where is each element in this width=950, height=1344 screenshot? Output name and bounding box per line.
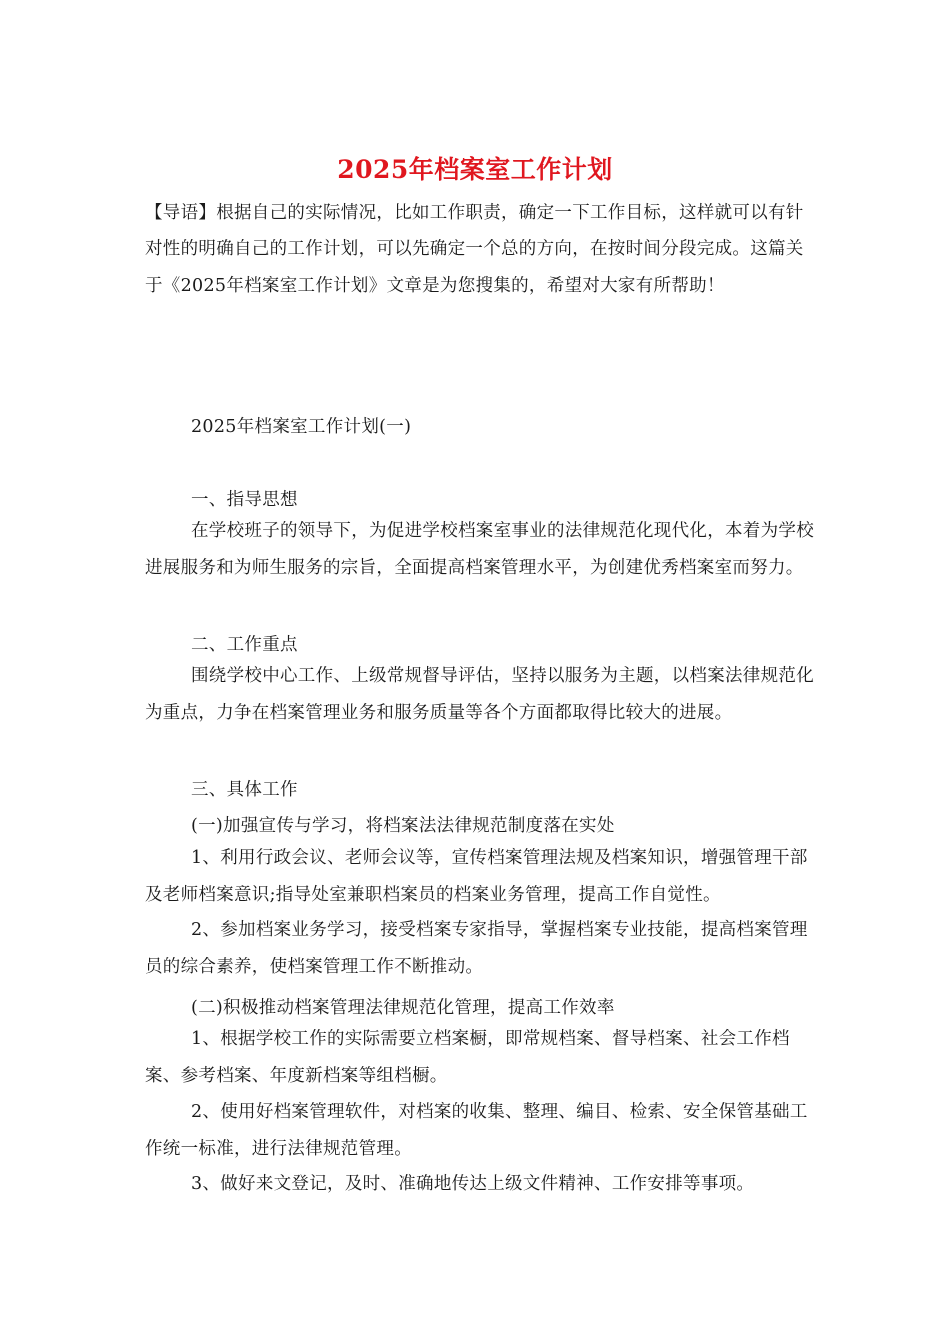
heading-work-focus: 二、工作重点 — [191, 635, 298, 655]
heading-specific-work: 三、具体工作 — [191, 780, 298, 800]
paragraph-guiding-ideology: 在学校班子的领导下，为促进学校档案室事业的法律规范化现代化，本着为学校进展服务和为师生服务的宗旨，全面提高档案管理水平，为创建优秀档案室而努力。 — [145, 521, 814, 578]
list-item: 3、做好来文登记，及时、准确地传达上级文件精神、工作安排等事项。 — [191, 1174, 755, 1194]
list-item: 2、使用好档案管理软件，对档案的收集、整理、编目、检索、安全保管基础工作统一标准，进行法律规范管理。 — [145, 1102, 808, 1159]
paragraph-work-focus: 围绕学校中心工作、上级常规督导评估，坚持以服务为主题，以档案法律规范化为重点，力争在档案管理业务和服务质量等各个方面都取得比较大的进展。 — [145, 666, 814, 723]
intro-paragraph: 【导语】根据自己的实际情况，比如工作职责，确定一下工作目标，这样就可以有针对性的明确自己的工作计划，可以先确定一个总的方向，在按时间分段完成。这篇关于《2025年档案室工作计划》文章是为您搜集的，希望对大家有所帮助！ — [145, 203, 804, 296]
list-item: 2、参加档案业务学习，接受档案专家指导，掌握档案专业技能，提高档案管理员的综合素养，使档案管理工作不断推动。 — [145, 920, 808, 977]
heading-guiding-ideology: 一、指导思想 — [191, 490, 298, 510]
list-item: 1、根据学校工作的实际需要立档案橱，即常规档案、督导档案、社会工作档案、参考档案、年度新档案等组档橱。 — [145, 1029, 790, 1086]
section-title: 2025年档案室工作计划(一) — [191, 417, 412, 437]
subheading-standardization: (二)积极推动档案管理法律规范化管理，提高工作效率 — [191, 998, 615, 1018]
document-title: 2025年档案室工作计划 — [337, 155, 613, 184]
subheading-publicity: (一)加强宣传与学习，将档案法法律规范制度落在实处 — [191, 816, 615, 836]
list-item: 1、利用行政会议、老师会议等，宣传档案管理法规及档案知识，增强管理干部及老师档案意识;指导处室兼职档案员的档案业务管理，提高工作自觉性。 — [145, 848, 808, 905]
